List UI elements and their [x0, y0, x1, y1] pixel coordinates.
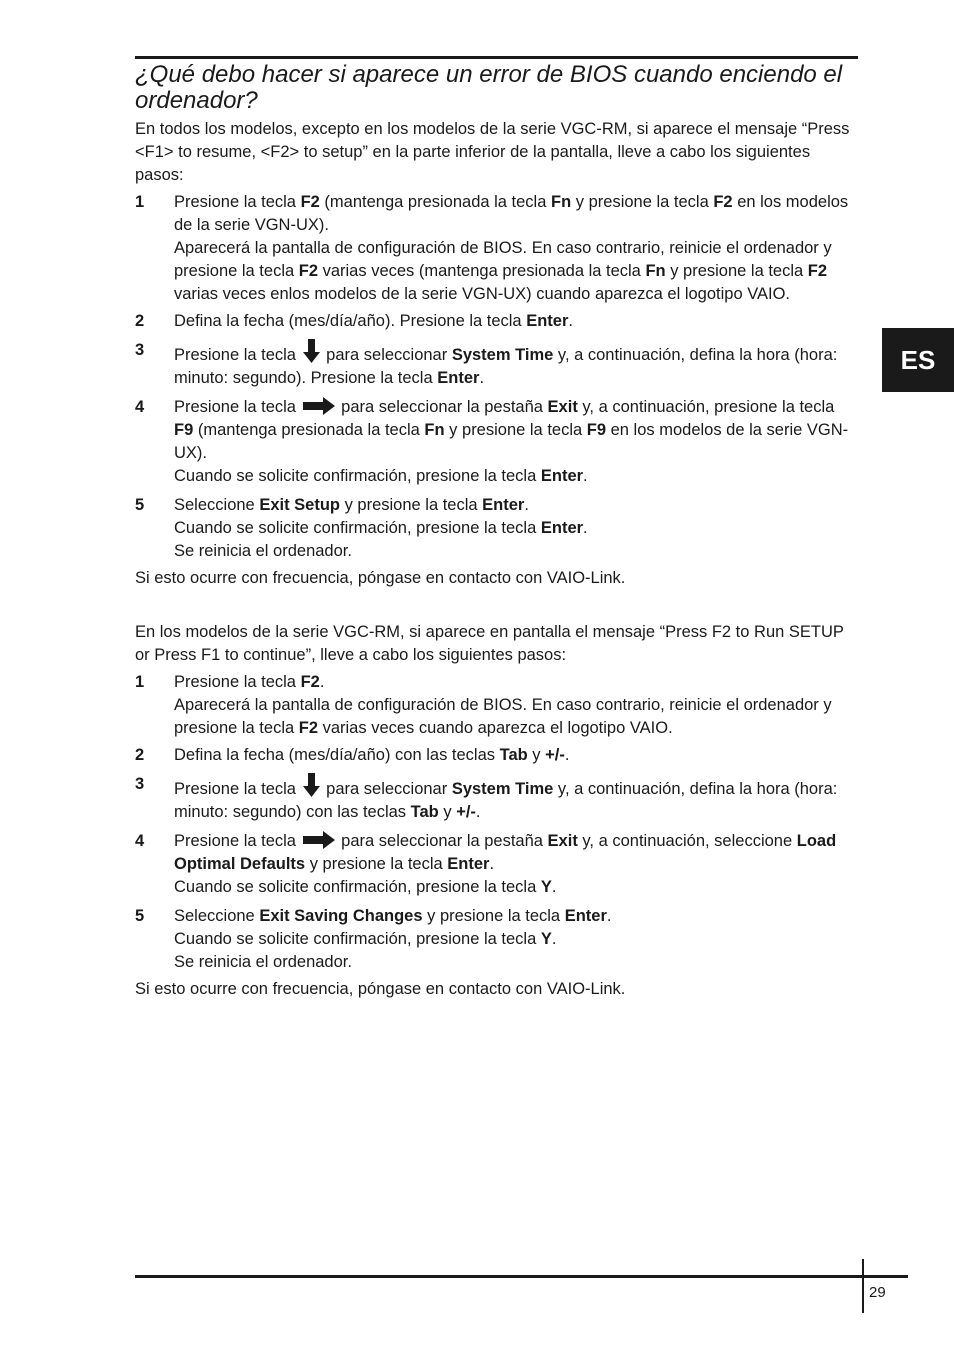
right-arrow-key-icon	[303, 397, 335, 415]
main-content	[135, 118, 857, 1005]
footer-divider	[862, 1259, 864, 1313]
section1-intro: En todos los modelos, excepto en los modelos de la serie VGC-RM, si aparece el mensaje “Press <F1> to resume, <F2> to setup” en la parte inferior de la pantalla, lleve a cabo los siguientes pasos:	[135, 120, 850, 184]
page-number: 29	[869, 1284, 886, 1301]
step-number: 2	[135, 312, 145, 330]
step-number: 5	[135, 907, 145, 925]
section2-closing: Si esto ocurre con frecuencia, póngase en contacto con VAIO-Link.	[135, 980, 626, 998]
section2-step-1: 1 Presione la tecla F2. Aparecerá la pantalla de configuración de BIOS. En caso contrario, reinicie el ordenador y presione la tecla F2 varias veces cuando aparezca el logotipo VAIO.	[135, 673, 832, 737]
section1-steps	[135, 191, 857, 563]
section1-step-5: 5 Seleccione Exit Setup y presione la tecla Enter. Cuando se solicite confirmación, presione la tecla Enter. Se reinicia el ordenador.	[135, 496, 588, 560]
section2-step-2: 2 Defina la fecha (mes/día/año) con las teclas Tab y +/-.	[135, 744, 857, 767]
section1-step-3: 3 Presione la tecla para seleccionar System Time y, a continuación, defina la hora (hora: minuto: segundo). Presione la tecla Enter.	[135, 341, 838, 387]
bottom-rule	[135, 1275, 908, 1278]
step-number: 3	[135, 775, 145, 793]
section1-step-2: 2 Defina la fecha (mes/día/año). Presione la tecla Enter.	[135, 310, 857, 333]
language-tab: ES	[882, 328, 954, 392]
step-number: 2	[135, 746, 145, 764]
step-number: 5	[135, 496, 145, 514]
section1-step-4: 4 Presione la tecla para seleccionar la pestaña Exit y, a continuación, presione la tecla F9 (mantenga presionada la tecla Fn y presione la tecla F9 en los modelos de la serie VGN-UX). Cuando se solicite confirmación, presione la tecla Enter.	[135, 398, 849, 485]
step-number: 1	[135, 193, 145, 211]
step-number: 3	[135, 341, 145, 359]
section1-step-1: 1 Presione la tecla F2 (mantenga presionada la tecla Fn y presione la tecla F2 en los modelos de la serie VGN-UX). Aparecerá la pantalla de configuración de BIOS. En caso contrario, reinicie el ordenador y presione la tecla F2 varias veces (mantenga presionada la tecla Fn y presione la tecla F2 varias veces enlos modelos de la serie VGN-UX) cuando aparezca el logotipo VAIO.	[135, 193, 849, 303]
top-rule	[135, 56, 858, 59]
section2-step-5: 5 Seleccione Exit Saving Changes y presione la tecla Enter. Cuando se solicite confirmación, presione la tecla Y. Se reinicia el ordenador.	[135, 907, 612, 971]
section2-steps	[135, 671, 857, 974]
page-title: ¿Qué debo hacer si aparece un error de BIOS cuando enciendo el ordenador?	[135, 61, 843, 114]
step-number: 4	[135, 398, 145, 416]
right-arrow-key-icon	[303, 831, 335, 849]
section1-closing: Si esto ocurre con frecuencia, póngase en contacto con VAIO-Link.	[135, 569, 626, 587]
section2-intro: En los modelos de la serie VGC-RM, si aparece en pantalla el mensaje “Press F2 to Run SETUP or Press F1 to continue”, lleve a cabo los siguientes pasos:	[135, 623, 844, 664]
down-arrow-key-icon	[303, 773, 320, 797]
step-number: 4	[135, 832, 145, 850]
section2-step-4: 4 Presione la tecla para seleccionar la pestaña Exit y, a continuación, seleccione Load Optimal Defaults y presione la tecla Enter. Cuando se solicite confirmación, presione la tecla Y.	[135, 832, 837, 896]
step-number: 1	[135, 673, 145, 691]
section2-step-3: 3 Presione la tecla para seleccionar System Time y, a continuación, defina la hora (hora: minuto: segundo) con las teclas Tab y +/-.	[135, 775, 838, 821]
down-arrow-key-icon	[303, 339, 320, 363]
